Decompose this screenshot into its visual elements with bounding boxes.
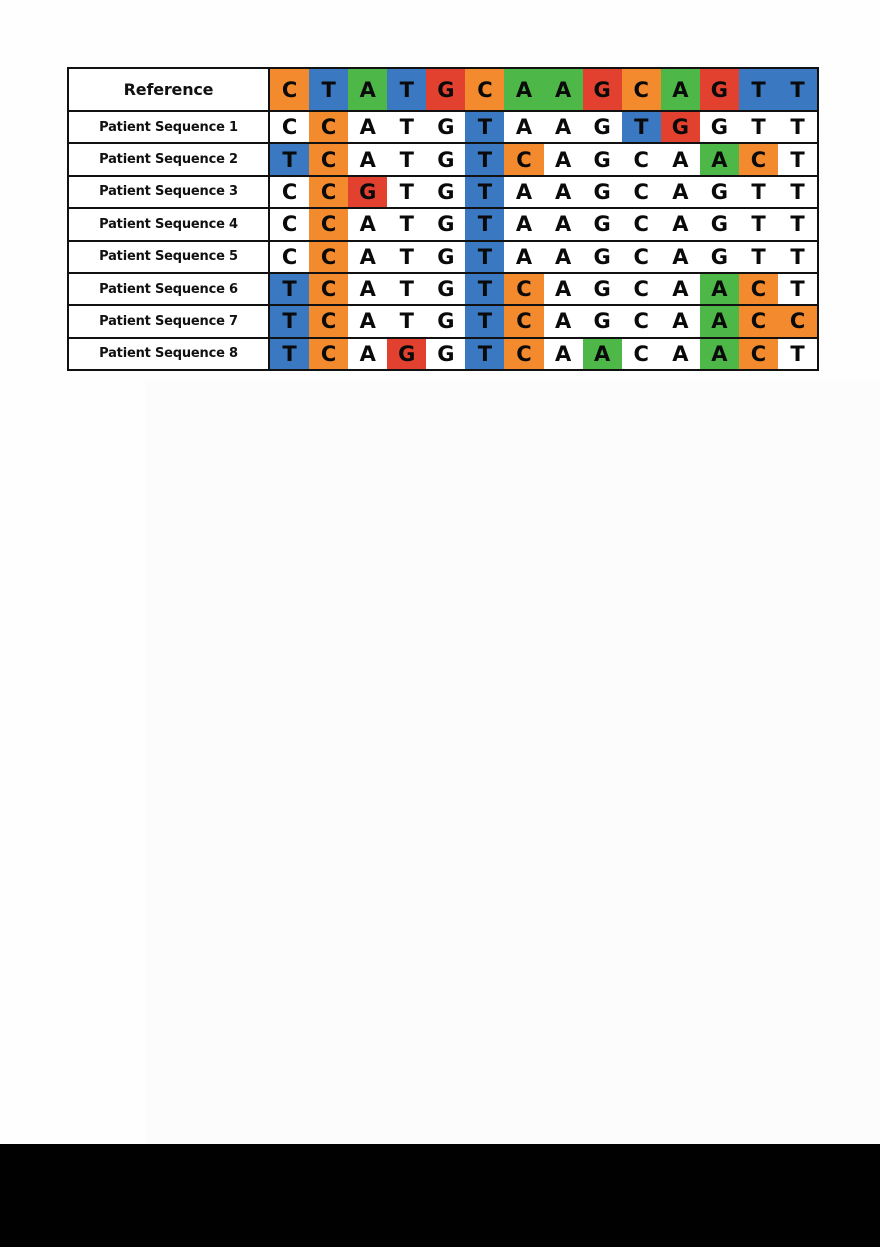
base-cell: C: [739, 144, 778, 174]
base-cell: A: [661, 339, 700, 369]
base-cell: G: [426, 339, 465, 369]
base-cells: [270, 144, 817, 174]
base-cell: T: [739, 69, 778, 110]
base-cell: T: [387, 242, 426, 272]
base-cell: C: [270, 112, 309, 142]
base-cell: A: [700, 144, 739, 174]
patient-sequence-label: Patient Sequence 6: [69, 274, 270, 304]
base-cell: A: [544, 306, 583, 336]
base-cell: G: [583, 69, 622, 110]
patient-sequence-label: Patient Sequence 1: [69, 112, 270, 142]
base-cell: G: [426, 274, 465, 304]
base-cell: C: [739, 274, 778, 304]
base-cell: A: [544, 177, 583, 207]
patient-sequence-row: [69, 175, 817, 207]
base-cells: [270, 177, 817, 207]
base-cell: T: [778, 274, 817, 304]
base-cells: [270, 69, 817, 110]
base-cell: G: [426, 306, 465, 336]
base-cell: A: [700, 274, 739, 304]
base-cell: C: [309, 274, 348, 304]
base-cell: C: [622, 144, 661, 174]
base-cell: G: [661, 112, 700, 142]
page-background: [145, 380, 880, 1144]
base-cells: [270, 242, 817, 272]
base-cell: A: [504, 209, 543, 239]
patient-sequence-row: [69, 240, 817, 272]
base-cell: A: [583, 339, 622, 369]
base-cell: C: [622, 242, 661, 272]
patient-sequence-label: Patient Sequence 7: [69, 306, 270, 336]
base-cell: T: [270, 339, 309, 369]
base-cell: T: [739, 177, 778, 207]
base-cell: T: [778, 177, 817, 207]
base-cell: A: [544, 242, 583, 272]
base-cell: G: [426, 69, 465, 110]
base-cell: C: [309, 209, 348, 239]
base-cell: C: [309, 306, 348, 336]
base-cell: C: [739, 339, 778, 369]
base-cell: A: [504, 69, 543, 110]
base-cell: A: [544, 69, 583, 110]
base-cells: [270, 209, 817, 239]
base-cell: C: [309, 339, 348, 369]
base-cell: G: [583, 177, 622, 207]
base-cell: T: [465, 209, 504, 239]
base-cell: T: [465, 274, 504, 304]
base-cell: T: [465, 242, 504, 272]
base-cell: T: [778, 339, 817, 369]
base-cell: A: [700, 306, 739, 336]
patient-sequence-label: Patient Sequence 4: [69, 209, 270, 239]
base-cell: G: [387, 339, 426, 369]
base-cell: A: [661, 274, 700, 304]
base-cell: A: [661, 209, 700, 239]
base-cell: C: [270, 69, 309, 110]
base-cell: T: [465, 306, 504, 336]
base-cell: C: [270, 209, 309, 239]
base-cell: C: [309, 242, 348, 272]
base-cell: C: [309, 177, 348, 207]
base-cell: C: [622, 69, 661, 110]
base-cell: T: [739, 209, 778, 239]
patient-sequence-label: Patient Sequence 5: [69, 242, 270, 272]
base-cell: A: [504, 242, 543, 272]
base-cell: G: [583, 112, 622, 142]
base-cell: T: [387, 306, 426, 336]
base-cell: G: [583, 144, 622, 174]
base-cell: T: [387, 144, 426, 174]
base-cell: A: [348, 69, 387, 110]
base-cell: C: [309, 112, 348, 142]
base-cell: A: [348, 209, 387, 239]
base-cell: A: [544, 339, 583, 369]
bottom-black-bar: [0, 1144, 880, 1247]
base-cell: G: [426, 177, 465, 207]
base-cell: C: [622, 274, 661, 304]
base-cell: A: [348, 306, 387, 336]
base-cell: T: [270, 144, 309, 174]
base-cell: T: [778, 209, 817, 239]
base-cell: A: [661, 242, 700, 272]
base-cell: T: [387, 177, 426, 207]
base-cell: A: [348, 242, 387, 272]
base-cell: G: [426, 144, 465, 174]
base-cell: T: [465, 144, 504, 174]
base-cells: [270, 274, 817, 304]
base-cell: C: [622, 339, 661, 369]
patient-sequence-label: Patient Sequence 8: [69, 339, 270, 369]
base-cell: T: [778, 242, 817, 272]
base-cell: C: [778, 306, 817, 336]
base-cell: G: [426, 209, 465, 239]
base-cell: G: [700, 112, 739, 142]
base-cell: G: [348, 177, 387, 207]
base-cell: C: [504, 306, 543, 336]
base-cell: A: [504, 177, 543, 207]
base-cell: C: [270, 242, 309, 272]
base-cell: C: [622, 306, 661, 336]
patient-sequence-row: [69, 337, 817, 369]
base-cell: A: [544, 112, 583, 142]
base-cell: T: [387, 112, 426, 142]
base-cell: C: [504, 274, 543, 304]
base-cell: G: [426, 242, 465, 272]
patient-sequence-row: [69, 272, 817, 304]
base-cells: [270, 306, 817, 336]
base-cell: T: [270, 274, 309, 304]
base-cell: A: [348, 144, 387, 174]
base-cell: C: [622, 209, 661, 239]
base-cell: C: [270, 177, 309, 207]
base-cell: A: [544, 144, 583, 174]
patient-sequence-label: Patient Sequence 2: [69, 144, 270, 174]
base-cell: T: [778, 144, 817, 174]
base-cell: T: [465, 339, 504, 369]
patient-sequence-row: [69, 304, 817, 336]
base-cell: A: [544, 274, 583, 304]
base-cell: A: [661, 177, 700, 207]
base-cell: T: [387, 209, 426, 239]
base-cell: G: [426, 112, 465, 142]
reference-row: [69, 69, 817, 110]
base-cell: A: [661, 69, 700, 110]
base-cell: T: [387, 274, 426, 304]
base-cell: T: [622, 112, 661, 142]
base-cell: A: [700, 339, 739, 369]
patient-sequence-row: [69, 110, 817, 142]
base-cells: [270, 112, 817, 142]
base-cell: C: [739, 306, 778, 336]
base-cell: G: [700, 69, 739, 110]
base-cells: [270, 339, 817, 369]
base-cell: A: [348, 112, 387, 142]
base-cell: C: [504, 144, 543, 174]
base-cell: G: [583, 306, 622, 336]
base-cell: A: [348, 339, 387, 369]
base-cell: T: [778, 112, 817, 142]
base-cell: T: [270, 306, 309, 336]
base-cell: C: [465, 69, 504, 110]
base-cell: T: [309, 69, 348, 110]
patient-sequence-label: Patient Sequence 3: [69, 177, 270, 207]
base-cell: G: [700, 242, 739, 272]
patient-sequence-row: [69, 142, 817, 174]
patient-sequence-row: [69, 207, 817, 239]
base-cell: C: [309, 144, 348, 174]
base-cell: G: [583, 274, 622, 304]
base-cell: G: [583, 209, 622, 239]
base-cell: T: [739, 242, 778, 272]
base-cell: A: [661, 306, 700, 336]
base-cell: A: [544, 209, 583, 239]
sequence-alignment-table: [67, 67, 819, 371]
base-cell: G: [700, 209, 739, 239]
base-cell: A: [661, 144, 700, 174]
base-cell: T: [778, 69, 817, 110]
base-cell: T: [465, 112, 504, 142]
base-cell: A: [504, 112, 543, 142]
base-cell: T: [465, 177, 504, 207]
base-cell: C: [622, 177, 661, 207]
base-cell: T: [739, 112, 778, 142]
base-cell: A: [348, 274, 387, 304]
base-cell: G: [700, 177, 739, 207]
reference-label: Reference: [69, 69, 270, 110]
base-cell: T: [387, 69, 426, 110]
base-cell: C: [504, 339, 543, 369]
base-cell: G: [583, 242, 622, 272]
